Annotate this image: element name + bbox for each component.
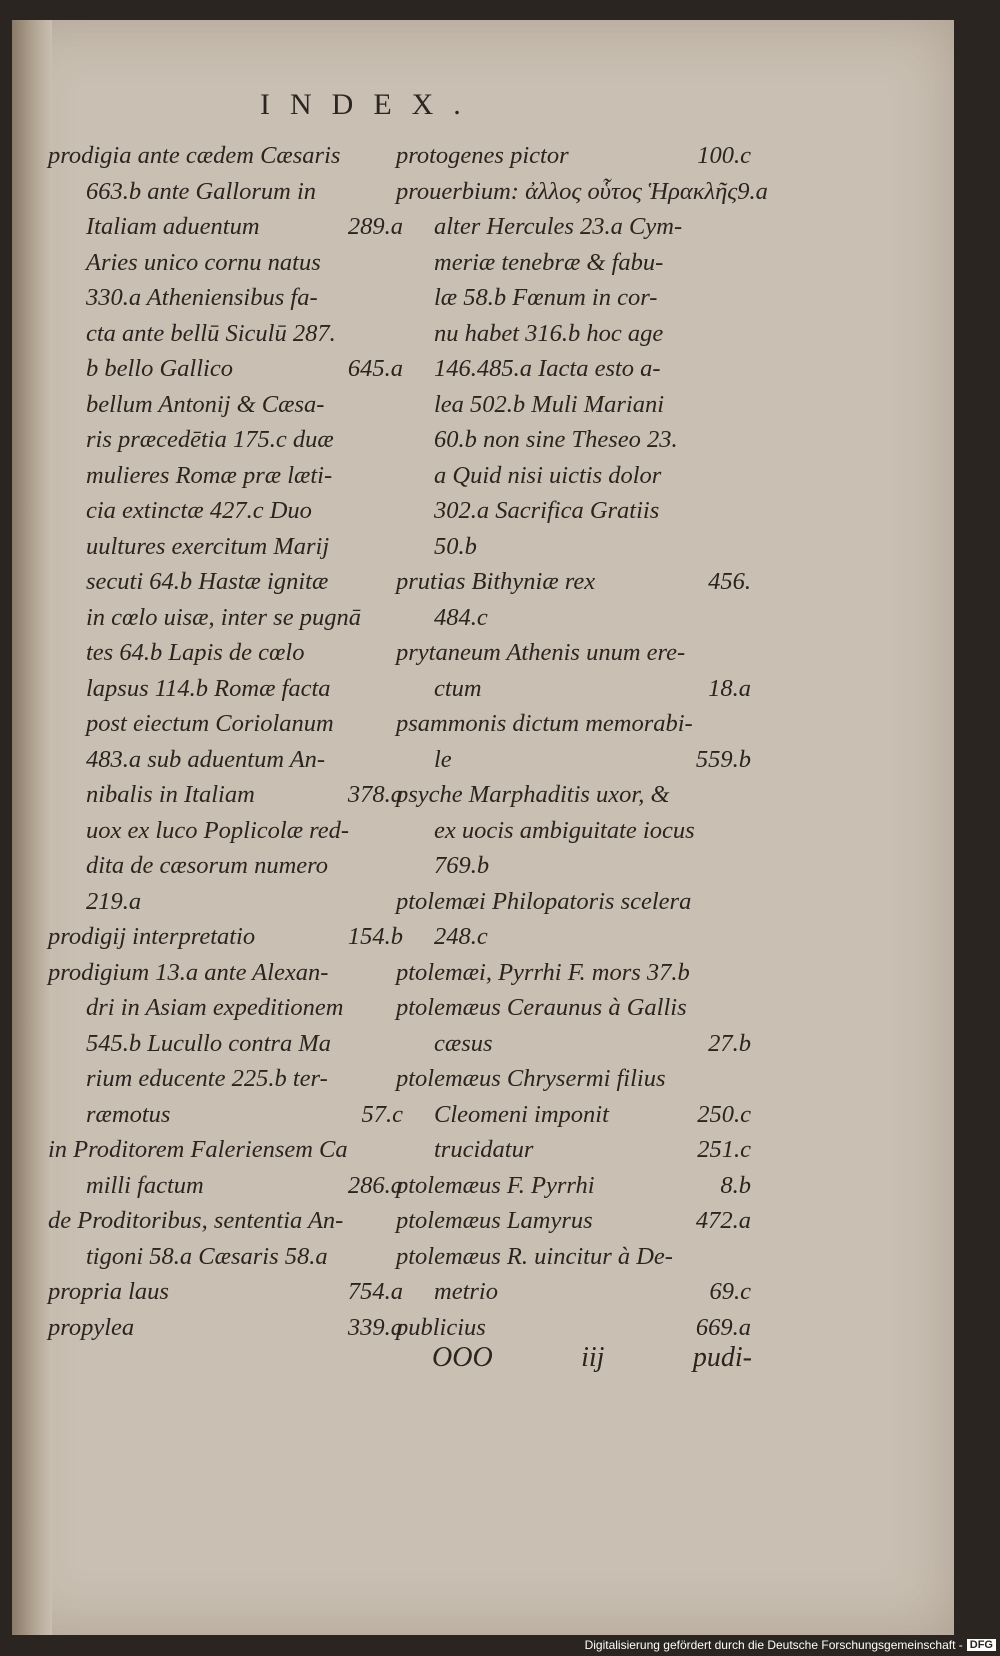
index-entry-text: meriæ tenebræ & fabu- bbox=[434, 248, 664, 276]
index-entry-text: læ 58.b Fœnum in cor- bbox=[434, 284, 658, 311]
index-line bbox=[48, 1239, 403, 1275]
index-entry-text: post eiectum Coriolanum bbox=[86, 710, 334, 737]
index-line bbox=[48, 742, 403, 778]
index-line bbox=[396, 529, 751, 565]
index-entry-text: psammonis dictum memorabi- bbox=[396, 710, 693, 737]
index-line bbox=[48, 1168, 403, 1204]
index-line bbox=[396, 990, 751, 1026]
index-page-ref: 286.a bbox=[347, 1171, 403, 1199]
index-page-ref: 9.a bbox=[737, 177, 768, 205]
footer-text: Digitalisierung gefördert durch die Deutsche Forschungsgemeinschaft - bbox=[584, 1638, 963, 1652]
index-line bbox=[48, 1097, 403, 1133]
index-line bbox=[48, 493, 403, 529]
index-entry-text: ex uocis ambiguitate iocus bbox=[434, 816, 695, 844]
index-line bbox=[396, 493, 751, 529]
signature-mark: OOO bbox=[432, 1342, 493, 1373]
index-page-ref: 456. bbox=[708, 568, 751, 595]
running-head: INDEX. bbox=[260, 88, 481, 121]
index-line bbox=[48, 1203, 403, 1239]
index-entry-text: 219.a bbox=[86, 887, 142, 915]
page-gutter bbox=[12, 20, 52, 1635]
index-line bbox=[396, 351, 751, 387]
index-page-ref: 57.c bbox=[361, 1100, 403, 1128]
index-page-ref: 27.b bbox=[708, 1029, 751, 1057]
catchword: pudi- bbox=[692, 1342, 752, 1373]
index-line bbox=[48, 706, 403, 742]
index-entry-text: bellum Antonij & Cæsa- bbox=[86, 390, 325, 418]
index-line bbox=[48, 529, 403, 565]
index-line bbox=[396, 458, 751, 494]
index-line bbox=[396, 564, 751, 600]
index-line bbox=[48, 245, 403, 281]
index-page-ref: 154.b bbox=[347, 923, 403, 950]
index-line bbox=[48, 316, 403, 352]
index-line bbox=[48, 209, 403, 245]
index-entry-text: uox ex luco Poplicolæ red- bbox=[86, 816, 350, 844]
index-page-ref: 69.c bbox=[709, 1278, 751, 1305]
index-entry-text: prouerbium: ἀλλος οὗτος Ἡρακλῆς bbox=[396, 177, 738, 205]
index-page-ref: 339.a bbox=[347, 1313, 403, 1341]
index-entry-text: nu habet 316.b hoc age bbox=[434, 319, 664, 347]
index-line bbox=[396, 919, 751, 955]
index-page-ref: 754.a bbox=[347, 1278, 403, 1305]
index-line bbox=[396, 1026, 751, 1062]
signature-number: iij bbox=[581, 1342, 605, 1373]
index-line bbox=[48, 280, 403, 316]
index-entry-text: ræmotus bbox=[86, 1100, 171, 1128]
index-line bbox=[396, 813, 751, 849]
index-entry-text: prodigia ante cædem Cæsaris bbox=[48, 142, 341, 169]
index-line bbox=[48, 813, 403, 849]
index-entry-text: tes 64.b Lapis de cœlo bbox=[86, 639, 305, 666]
index-line bbox=[396, 671, 751, 707]
index-line bbox=[48, 458, 403, 494]
index-entry-text: 483.a sub aduentum An- bbox=[86, 745, 326, 773]
index-line bbox=[48, 990, 403, 1026]
index-line bbox=[396, 387, 751, 423]
index-entry-text: prutias Bithyniæ rex bbox=[396, 568, 596, 595]
digitization-footer bbox=[585, 1636, 996, 1654]
index-entry-text: le bbox=[434, 745, 452, 773]
index-entry-text: 484.c bbox=[434, 603, 488, 631]
index-line bbox=[396, 635, 751, 671]
index-entry-text: dri in Asiam expeditionem bbox=[86, 994, 344, 1021]
index-entry-text: ptolemæi, Pyrrhi F. mors 37.b bbox=[396, 958, 690, 986]
index-entry-text: alter Hercules 23.a Cym- bbox=[434, 213, 683, 240]
index-page-ref: 251.c bbox=[697, 1136, 751, 1163]
index-entry-text: prodigium 13.a ante Alexan- bbox=[48, 958, 329, 986]
index-entry-text: propria laus bbox=[48, 1278, 169, 1305]
index-entry-text: uultures exercitum Marij bbox=[86, 532, 330, 560]
index-line bbox=[48, 848, 403, 884]
index-line bbox=[396, 138, 751, 174]
index-entry-text: lea 502.b Muli Mariani bbox=[434, 390, 665, 418]
index-line bbox=[48, 387, 403, 423]
index-page-ref: 100.c bbox=[697, 142, 751, 169]
index-entry-text: ptolemæus Chrysermi filius bbox=[396, 1065, 666, 1092]
index-page-ref: 250.c bbox=[697, 1100, 751, 1128]
index-entry-text: a Quid nisi uictis dolor bbox=[434, 461, 662, 489]
index-entry-text: milli factum bbox=[86, 1171, 204, 1199]
index-line bbox=[48, 351, 403, 387]
index-line bbox=[396, 280, 751, 316]
index-line bbox=[396, 1274, 751, 1310]
index-line bbox=[48, 635, 403, 671]
index-entry-text: prytaneum Athenis unum ere- bbox=[396, 639, 686, 666]
index-line bbox=[396, 1203, 751, 1239]
index-line bbox=[48, 1310, 403, 1346]
index-line bbox=[48, 1132, 403, 1168]
index-page-ref: 669.a bbox=[695, 1313, 751, 1341]
index-entry-text: 663.b ante Gallorum in bbox=[86, 177, 317, 205]
index-entry-text: Aries unico cornu natus bbox=[86, 248, 321, 276]
index-entry-text: in cœlo uisæ, inter se pugnā bbox=[86, 603, 361, 631]
index-line bbox=[48, 422, 403, 458]
index-entry-text: mulieres Romæ præ læti- bbox=[86, 461, 333, 489]
book-page bbox=[12, 20, 954, 1635]
index-entry-text: publicius bbox=[396, 1313, 486, 1341]
index-line bbox=[48, 174, 403, 210]
index-entry-text: trucidatur bbox=[434, 1136, 534, 1163]
index-line bbox=[48, 919, 403, 955]
index-line bbox=[396, 1310, 751, 1346]
index-column-right bbox=[396, 138, 768, 1345]
index-entry-text: tigoni 58.a Cæsaris 58.a bbox=[86, 1242, 328, 1270]
index-entry-text: ctum bbox=[434, 674, 482, 702]
index-entry-text: lapsus 114.b Romæ facta bbox=[86, 674, 331, 702]
index-entry-text: psyche Marphaditis uxor, & bbox=[396, 781, 670, 808]
index-entry-text: prodigij interpretatio bbox=[48, 923, 256, 950]
index-page-ref: 472.a bbox=[695, 1207, 751, 1234]
index-line bbox=[48, 1274, 403, 1310]
index-entry-text: 60.b non sine Theseo 23. bbox=[434, 426, 678, 453]
index-entry-text: 302.a Sacrifica Gratiis bbox=[434, 497, 660, 524]
index-entry-text: ptolemæus Lamyrus bbox=[396, 1207, 593, 1234]
index-line bbox=[396, 706, 751, 742]
index-entry-text: ris præcedētia 175.c duæ bbox=[86, 426, 334, 453]
index-entry-text: cta ante bellū Siculū 287. bbox=[86, 319, 336, 347]
index-line bbox=[48, 1026, 403, 1062]
index-entry-text: in Proditorem Faleriensem Ca bbox=[48, 1136, 348, 1163]
index-entry-text: propylea bbox=[48, 1313, 135, 1341]
index-line bbox=[396, 1239, 751, 1275]
index-line bbox=[48, 1061, 403, 1097]
index-line bbox=[396, 1097, 751, 1133]
index-line bbox=[48, 600, 403, 636]
index-line bbox=[396, 777, 751, 813]
index-line bbox=[396, 422, 751, 458]
index-entry-text: 248.c bbox=[434, 923, 488, 950]
index-page-ref: 559.b bbox=[695, 745, 751, 773]
index-entry-text: Italiam aduentum bbox=[86, 213, 260, 240]
index-entry-text: protogenes pictor bbox=[396, 142, 569, 169]
index-line bbox=[48, 138, 403, 174]
index-entry-text: 330.a Atheniensibus fa- bbox=[86, 284, 318, 311]
signature-line bbox=[432, 1342, 752, 1374]
index-page-ref: 378.a bbox=[347, 781, 403, 808]
index-line bbox=[396, 316, 751, 352]
index-line bbox=[48, 671, 403, 707]
index-page-ref: 18.a bbox=[708, 674, 751, 702]
index-line bbox=[396, 600, 751, 636]
index-entry-text: ptolemæus Ceraunus à Gallis bbox=[396, 994, 687, 1021]
index-line bbox=[48, 884, 403, 920]
index-line bbox=[396, 245, 751, 281]
index-entry-text: nibalis in Italiam bbox=[86, 781, 255, 808]
index-entry-text: cia extinctæ 427.c Duo bbox=[86, 497, 312, 524]
index-entry-text: b bello Gallico bbox=[86, 355, 233, 382]
index-line bbox=[396, 1168, 751, 1204]
index-line bbox=[48, 777, 403, 813]
index-entry-text: 545.b Lucullo contra Ma bbox=[86, 1029, 331, 1057]
index-line bbox=[48, 564, 403, 600]
index-line bbox=[396, 1132, 751, 1168]
index-page-ref: 289.a bbox=[347, 213, 403, 240]
index-line bbox=[396, 955, 751, 991]
index-line bbox=[396, 742, 751, 778]
index-line bbox=[48, 955, 403, 991]
index-line bbox=[396, 848, 751, 884]
index-line bbox=[396, 1061, 751, 1097]
index-line bbox=[396, 174, 768, 210]
index-entry-text: Cleomeni imponit bbox=[434, 1100, 609, 1128]
index-entry-text: ptolemæus R. uincitur à De- bbox=[396, 1242, 673, 1270]
index-line bbox=[396, 884, 751, 920]
index-page-ref: 8.b bbox=[720, 1171, 751, 1199]
index-entry-text: rium educente 225.b ter- bbox=[86, 1065, 328, 1092]
index-line bbox=[396, 209, 751, 245]
index-entry-text: cæsus bbox=[434, 1029, 493, 1057]
index-entry-text: ptolemæus F. Pyrrhi bbox=[396, 1171, 595, 1199]
index-entry-text: metrio bbox=[434, 1278, 498, 1305]
index-entry-text: 769.b bbox=[434, 852, 490, 879]
index-entry-text: 50.b bbox=[434, 532, 477, 560]
index-entry-text: ptolemæi Philopatoris scelera bbox=[396, 887, 692, 915]
index-page-ref: 645.a bbox=[347, 355, 403, 382]
index-entry-text: secuti 64.b Hastæ ignitæ bbox=[86, 568, 329, 595]
index-entry-text: 146.485.a Iacta esto a- bbox=[434, 355, 661, 382]
index-column-left bbox=[48, 138, 403, 1345]
dfg-logo: DFG bbox=[967, 1639, 996, 1651]
index-entry-text: de Proditoribus, sententia An- bbox=[48, 1207, 344, 1234]
index-entry-text: dita de cæsorum numero bbox=[86, 852, 329, 879]
